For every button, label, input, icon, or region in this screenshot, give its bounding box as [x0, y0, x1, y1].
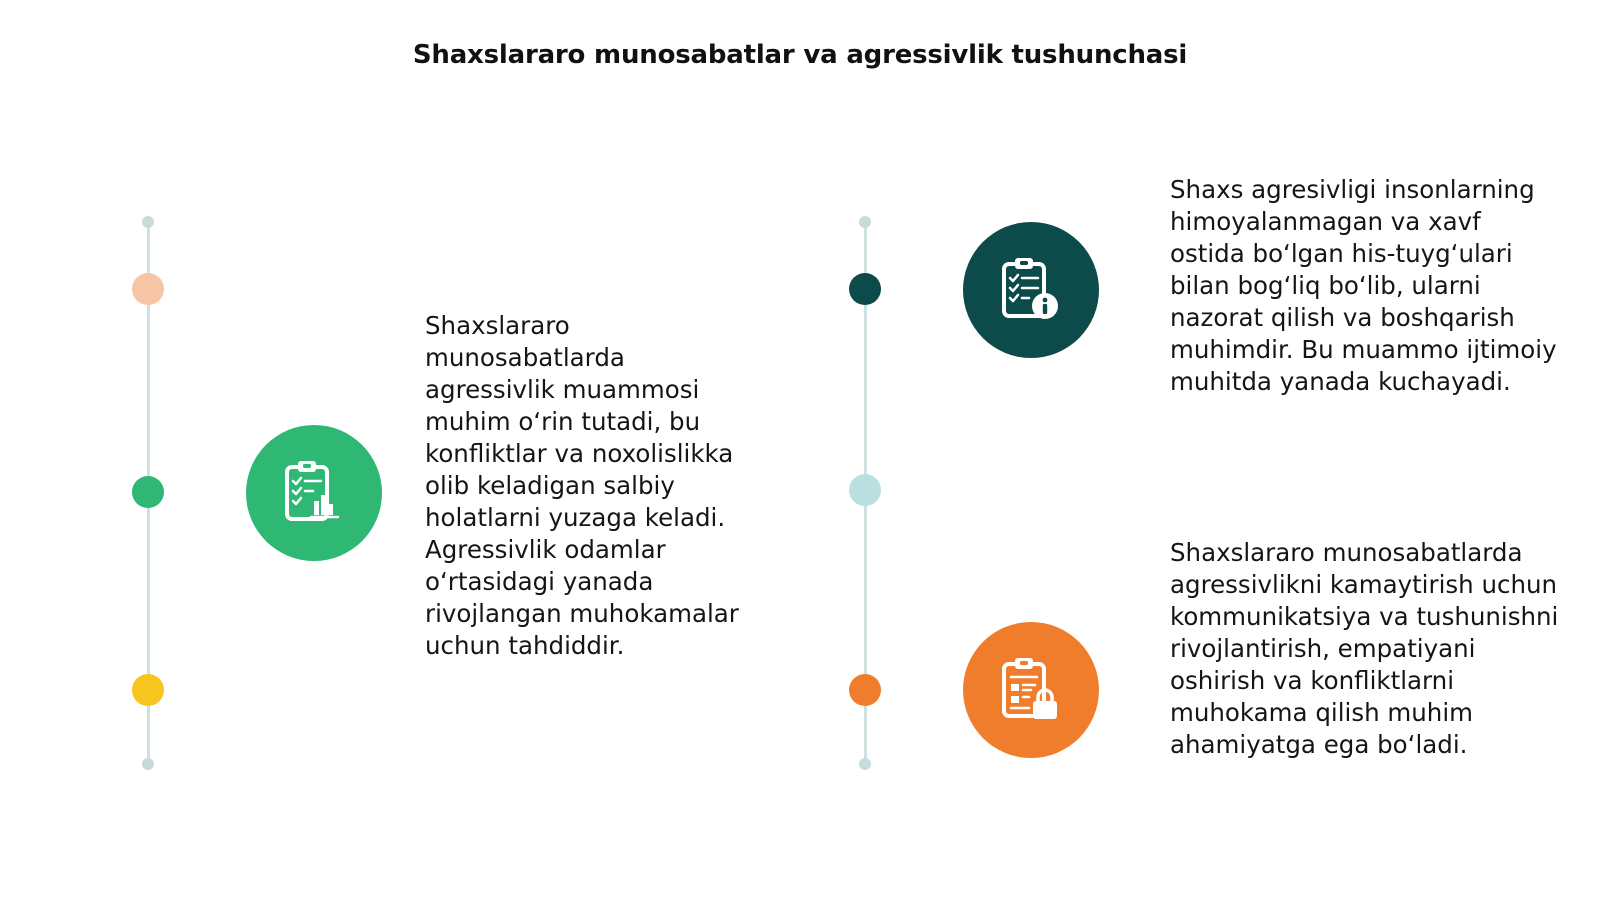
- item-2-text: Shaxs agresivligi insonlarning himoyalanmagan va xavf ostida bo‘lgan his-tuyg‘ulari bilan bog‘liq bo‘lib, ularni nazorat qilish va boshqarish muhimdir. Bu muammo ijtimoiy muhitda yanada kuchayadi.: [1170, 175, 1557, 396]
- timeline-start-cap: [142, 216, 154, 228]
- icon-badge-green: [246, 425, 382, 561]
- page-title: Shaxslararo munosabatlar va agressivlik tushunchasi: [412, 40, 1188, 70]
- timeline-node-orange: [849, 674, 881, 706]
- timeline-node-yellow: [132, 674, 164, 706]
- icon-badge-orange: [963, 622, 1099, 758]
- timeline-node-green: [132, 476, 164, 508]
- timeline-end-cap: [142, 758, 154, 770]
- timeline-end-cap: [859, 758, 871, 770]
- timeline-node-teal: [849, 273, 881, 305]
- timeline-node-peach: [132, 273, 164, 305]
- clipboard-lock-icon: [995, 654, 1067, 726]
- clipboard-chart-icon: [278, 457, 350, 529]
- timeline-node-light-teal: [849, 474, 881, 506]
- clipboard-info-icon: [995, 254, 1067, 326]
- item-3-text: Shaxslararo munosabatlarda agressivlikni kamaytirish uchun kommunikatsiya va tushunishni rivojlantirish, empatiyani oshirish va konfliktlarni muhokama qilish muhim ahamiyatga ega bo‘ladi.: [1170, 538, 1559, 759]
- left-timeline: [128, 222, 168, 764]
- timeline-start-cap: [859, 216, 871, 228]
- icon-badge-teal: [963, 222, 1099, 358]
- right-timeline: [845, 222, 885, 764]
- item-1-text: Shaxslararo munosabatlarda agressivlik muammosi muhim o‘rin tutadi, bu konfliktlar va noxolislikka olib keladigan salbiy holatlarni yuzaga keladi. Agressivlik odamlar o‘rtasidagi yanada rivojlangan muhokamalar uchun tahdiddir.: [425, 311, 739, 660]
